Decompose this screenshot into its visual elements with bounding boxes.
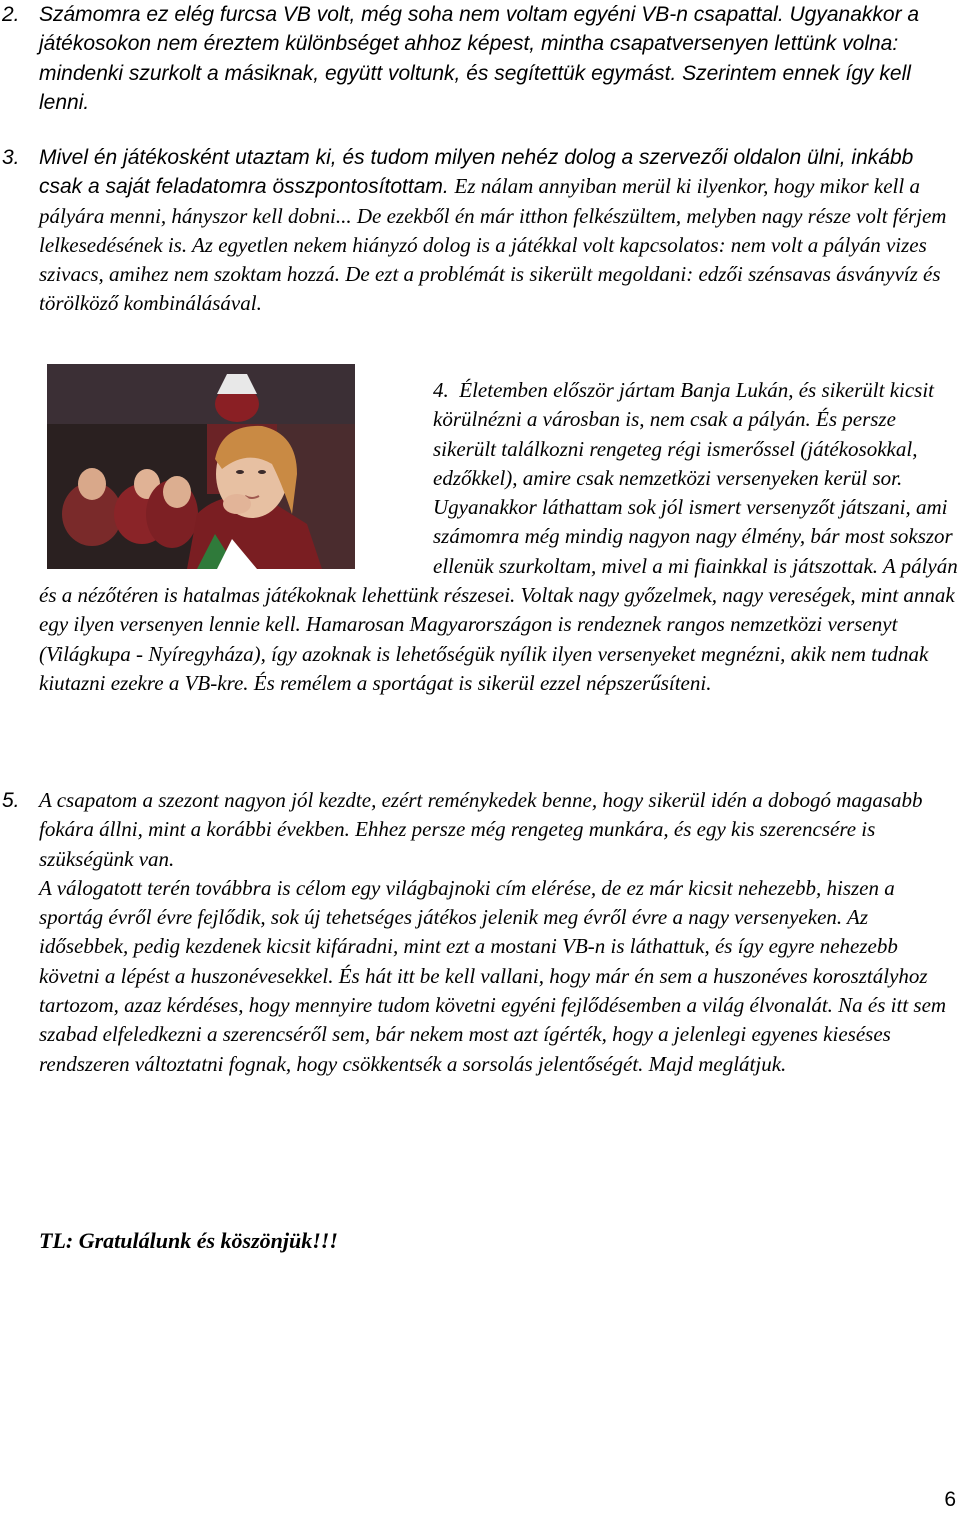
page-number: 6: [944, 1488, 956, 1511]
text-segment: A válogatott terén továbbra is célom egy világbajnoki cím elérése, de ez már kicsit nehezebb, hiszen a sportág évről évre fejlődik, sok új tehetséges játékos jelenik meg évről évre a nagy versenyeken. Az idősebbek, pedig kezdenek kicsit kifáradni, mint ezt a mostani VB-n is láthattuk, és így egyre nehezebb követni a lépést a huszonévesekkel. És hát itt be kell vallani, hogy már én sem a huszonéves korosztályhoz tartozom, azaz kérdéses, hogy mennyire tudom követni egyéni fejlődésemben a világ élvonalát. Na és itt sem szabad elfeledkezni a szerencséről sem, bár nekem most azt ígérték, hogy a jelenlegi egyenes kieséses rendszeren változtatni fognak, hogy csökkentsék a sorsolás jelentőségét. Majd meglátjuk.: [39, 875, 947, 1076]
item-number: 3.: [2, 146, 20, 169]
photo-float-box: [47, 364, 407, 574]
answer-item-2: [2, 0, 960, 117]
item-number: 5.: [2, 789, 20, 812]
text-segment: A csapatom a szezont nagyon jól kezdte, ezért reménykedek benne, hogy sikerül idén a dobogó magasabb fokára állni, mint a korábbi években. Ehhez persze még rengeteg munkára, és egy kis szerencsére is szükségünk van.: [39, 788, 923, 871]
team-photo-icon: [47, 364, 355, 569]
item-text: [2, 0, 960, 117]
item-text: [2, 143, 960, 319]
closing-line: TL: Gratulálunk és köszönjük!!!: [39, 1228, 338, 1253]
answer-item-4: [39, 376, 960, 698]
text-segment: Mivel én játékosként utaztam ki, és tudom milyen nehéz dolog a szervezői oldalon ülni, inkább csak a saját feladatomra összpontosítottam.: [39, 146, 914, 199]
answer-item-5: [2, 786, 960, 1079]
text-segment: Számomra ez elég furcsa VB volt, még soha nem voltam egyéni VB-n csapattal. Ugyanakkor a játékosokon nem éreztem különbséget ahhoz képest, mintha csapatversenyen lettünk volna: mindenki szurkolt a másiknak, együtt voltunk, és segítettük egymást. Szerintem ennek így kell lenni.: [39, 3, 920, 114]
answer-item-3: [2, 143, 960, 319]
text-segment: Életemben először jártam Banja Lukán, és sikerült kicsit körülnézni a városban is, nem csak a pályán. És persze sikerült találkozni rengeteg régi ismerőssel (játékosokkal, edzőkkel), amire csak nemzetközi versenyeken kerül sor. Ugyanakkor láthattam sok jól ismert versenyzőt játszani, ami számomra még mindig nagyon nagy élmény, bár most sokszor ellenük szurkoltam, mivel a mi fiainkkal is játszottak. A pályán és a nézőtéren is hatalmas játékoknak lehettünk részesei. Voltak nagy győzelmek, nagy vereségek, mint annak egy ilyen versenyen lennie kell. Hamarosan Magyarországon is rendeznek rangos nemzetközi versenyt (Világkupa - Nyíregyháza), így azoknak is lehetőségük nyílik ilyen versenyeket megnézni, akik nem tudnak kiutazni ezekre a VB-kre. És remélem a sportágat is sikerül ezzel népszerűsíteni.: [39, 378, 958, 695]
item-number: 2.: [2, 3, 20, 26]
item-text-with-photo: [39, 376, 960, 698]
team-photo: [47, 364, 355, 569]
text-segment: Ez nálam annyiban merül ki ilyenkor, hogy mikor kell a pályára menni, hányszor kell dobni... De ezekből én már itthon felkészültem, melyben nagy része volt férjem lelkesedésének is. Az egyetlen nekem hiányzó dolog is a játékkal volt kapcsolatos: nem volt a pályán vizes szivacs, amihez nem szoktam hozzá. De ezt a problémát is sikerült megoldani: edzői szénsavas ásványvíz és törölköző kombinálásával.: [39, 174, 947, 316]
item-text: [2, 786, 960, 1079]
item-number: 4.: [433, 378, 449, 402]
